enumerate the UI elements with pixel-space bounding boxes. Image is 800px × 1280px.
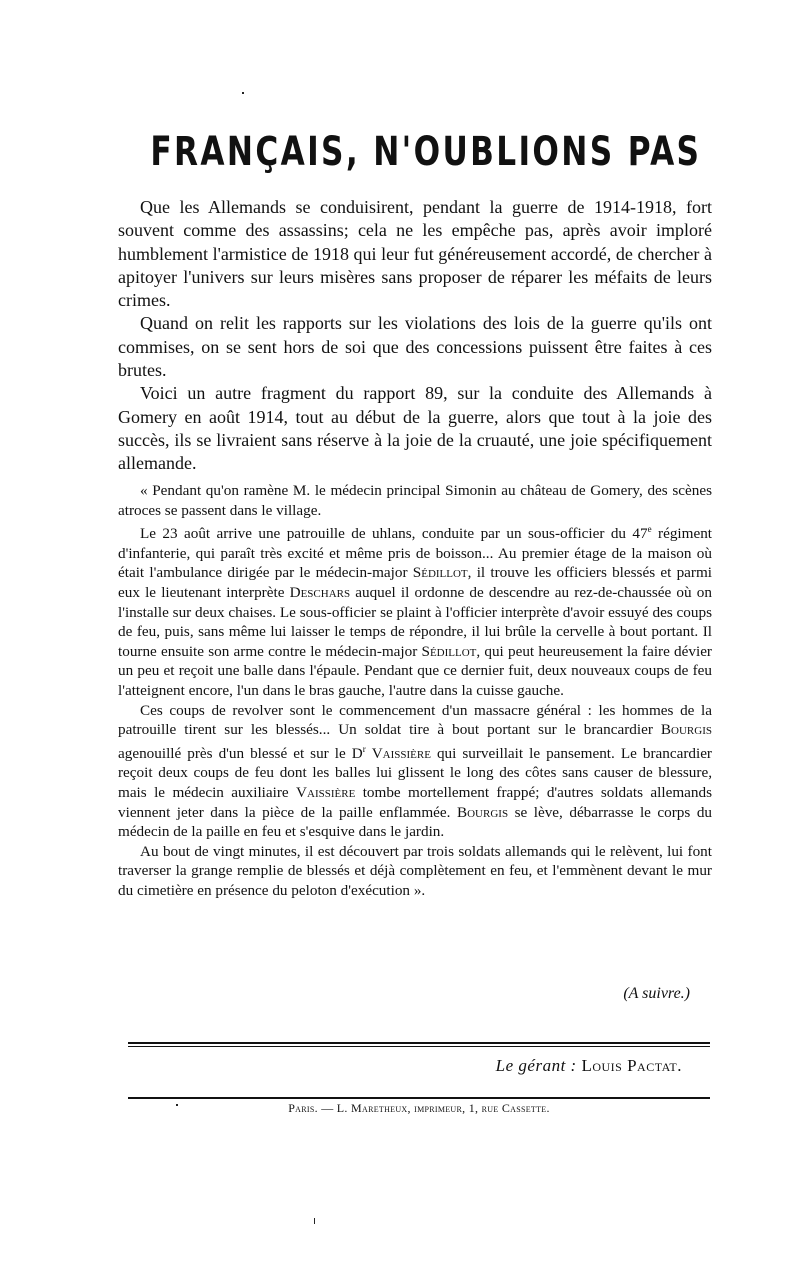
publisher-signature	[496, 1056, 682, 1076]
person-name: Vaissière	[371, 744, 431, 762]
text-run: auquel il ordonne de descendre au rez-de-chaussée où on l'installe sur deux chaises. Le sous-officier se plaint à l'officier interprète d'avoir essuyé des coups de feu, puis, sans même lui laisser le temps de répondre, il lui brûle la cervelle à bout portant. Il tourne ensuite son arme contre le médecin-major	[118, 584, 712, 660]
person-name: Vaissière	[296, 784, 356, 802]
text-run: agenouillé près d'un blessé et sur le D	[118, 744, 363, 762]
quote-paragraph: Au bout de vingt minutes, il est découvert par trois soldats allemands qui le relèvent, lui font traverser la grange remplie de blessés et déjà complètement en feu, et l'emmènent devant le mur du cimetière en présence du peloton d'exécution ».	[118, 842, 712, 899]
text-run: , qui peut heureusement la faire dévier un peu et reçoit une balle dans l'épaule. Pendant que ce dernier fuit, deux nouveaux coups de feu l'atteignent encore, l'un dans le bras gauche, l'autre dans la cuisse gauche.	[118, 642, 712, 699]
intro-section	[118, 196, 712, 476]
quote-paragraph	[118, 701, 712, 842]
text-run: Le 23 août arrive une patrouille de uhlans, conduite par un sous-officier du 47	[140, 525, 648, 543]
print-speck	[314, 1218, 315, 1224]
gerant-label: Le gérant :	[495, 1056, 577, 1075]
printer-imprint	[128, 1101, 710, 1116]
print-speck	[242, 92, 244, 94]
intro-paragraph: Que les Allemands se conduisirent, pendant la guerre de 1914-1918, fort souvent comme des assassins; cela ne les empêche pas, après avoir imploré humblement l'armistice de 1918 qui leur fut généreusement accordé, de chercher à apitoyer l'univers sur leurs misères sans proposer de réparer les méfaits de leurs crimes.	[118, 197, 712, 311]
imprint-text: Paris. — L. Maretheux, imprimeur, 1, rue Cassette.	[288, 1101, 550, 1115]
superscript: e	[647, 524, 652, 535]
text-run: qui surveillait le pansement. Le brancardier reçoit deux coups de feu dont les balles lui glissent le long des côtes sans causer de blessure, mais le médecin auxiliaire	[118, 744, 712, 802]
divider-rule	[128, 1097, 710, 1099]
intro-paragraph: Voici un autre fragment du rapport 89, sur la conduite des Allemands à Gomery en août 1914, tout au début de la guerre, alors que tout à la joie des succès, ils se livraient sans réserve à la joie de la cruauté, une joie spécifiquement allemande.	[118, 383, 712, 474]
person-name: Deschars	[289, 584, 351, 602]
continued-note: (A suivre.)	[623, 985, 690, 1002]
text-run: tombe mortellement frappé; d'autres soldats allemands viennent jeter dans la pièce de la paille enflammée.	[118, 784, 712, 821]
quote-paragraph	[118, 520, 712, 700]
intro-paragraph: Quand on relit les rapports sur les violations des lois de la guerre qu'ils ont commises, on se sent hors de soi que des concessions puissent être faites à ces brutes.	[118, 313, 712, 381]
superscript: r	[362, 743, 366, 754]
text-run: se lève, débarrasse le corps du médecin de la paille en feu et s'esquive dans le jardin.	[118, 803, 713, 841]
text-run: Ces coups de revolver sont le commencement d'un massacre général : les hommes de la patrouille tirent sur les blessés... Un soldat tire à bout portant sur le brancardier	[118, 701, 712, 739]
text-run: , il trouve les officiers blessés et parmi eux le lieutenant interprète	[118, 564, 712, 602]
divider-rule	[128, 1046, 710, 1047]
divider-rule	[128, 1042, 710, 1044]
person-name: Sédillot	[412, 564, 468, 582]
quote-paragraph: « Pendant qu'on ramène M. le médecin principal Simonin au château de Gomery, des scènes atroces se passent dans le village.	[118, 482, 712, 519]
text-run: régiment d'infanterie, qui paraît très excité et même pris de boisson... Au premier étage de la maison où était l'ambulance dirigée par le médecin-major	[118, 525, 713, 582]
report-quotation	[118, 481, 712, 901]
gerant-name: Louis Pactat.	[581, 1056, 682, 1075]
person-name: Sédillot	[421, 642, 477, 660]
person-name: Bourgis	[660, 721, 712, 739]
page-title: FRANÇAIS, N'OUBLIONS PAS	[150, 129, 702, 175]
person-name: Bourgis	[456, 803, 509, 821]
